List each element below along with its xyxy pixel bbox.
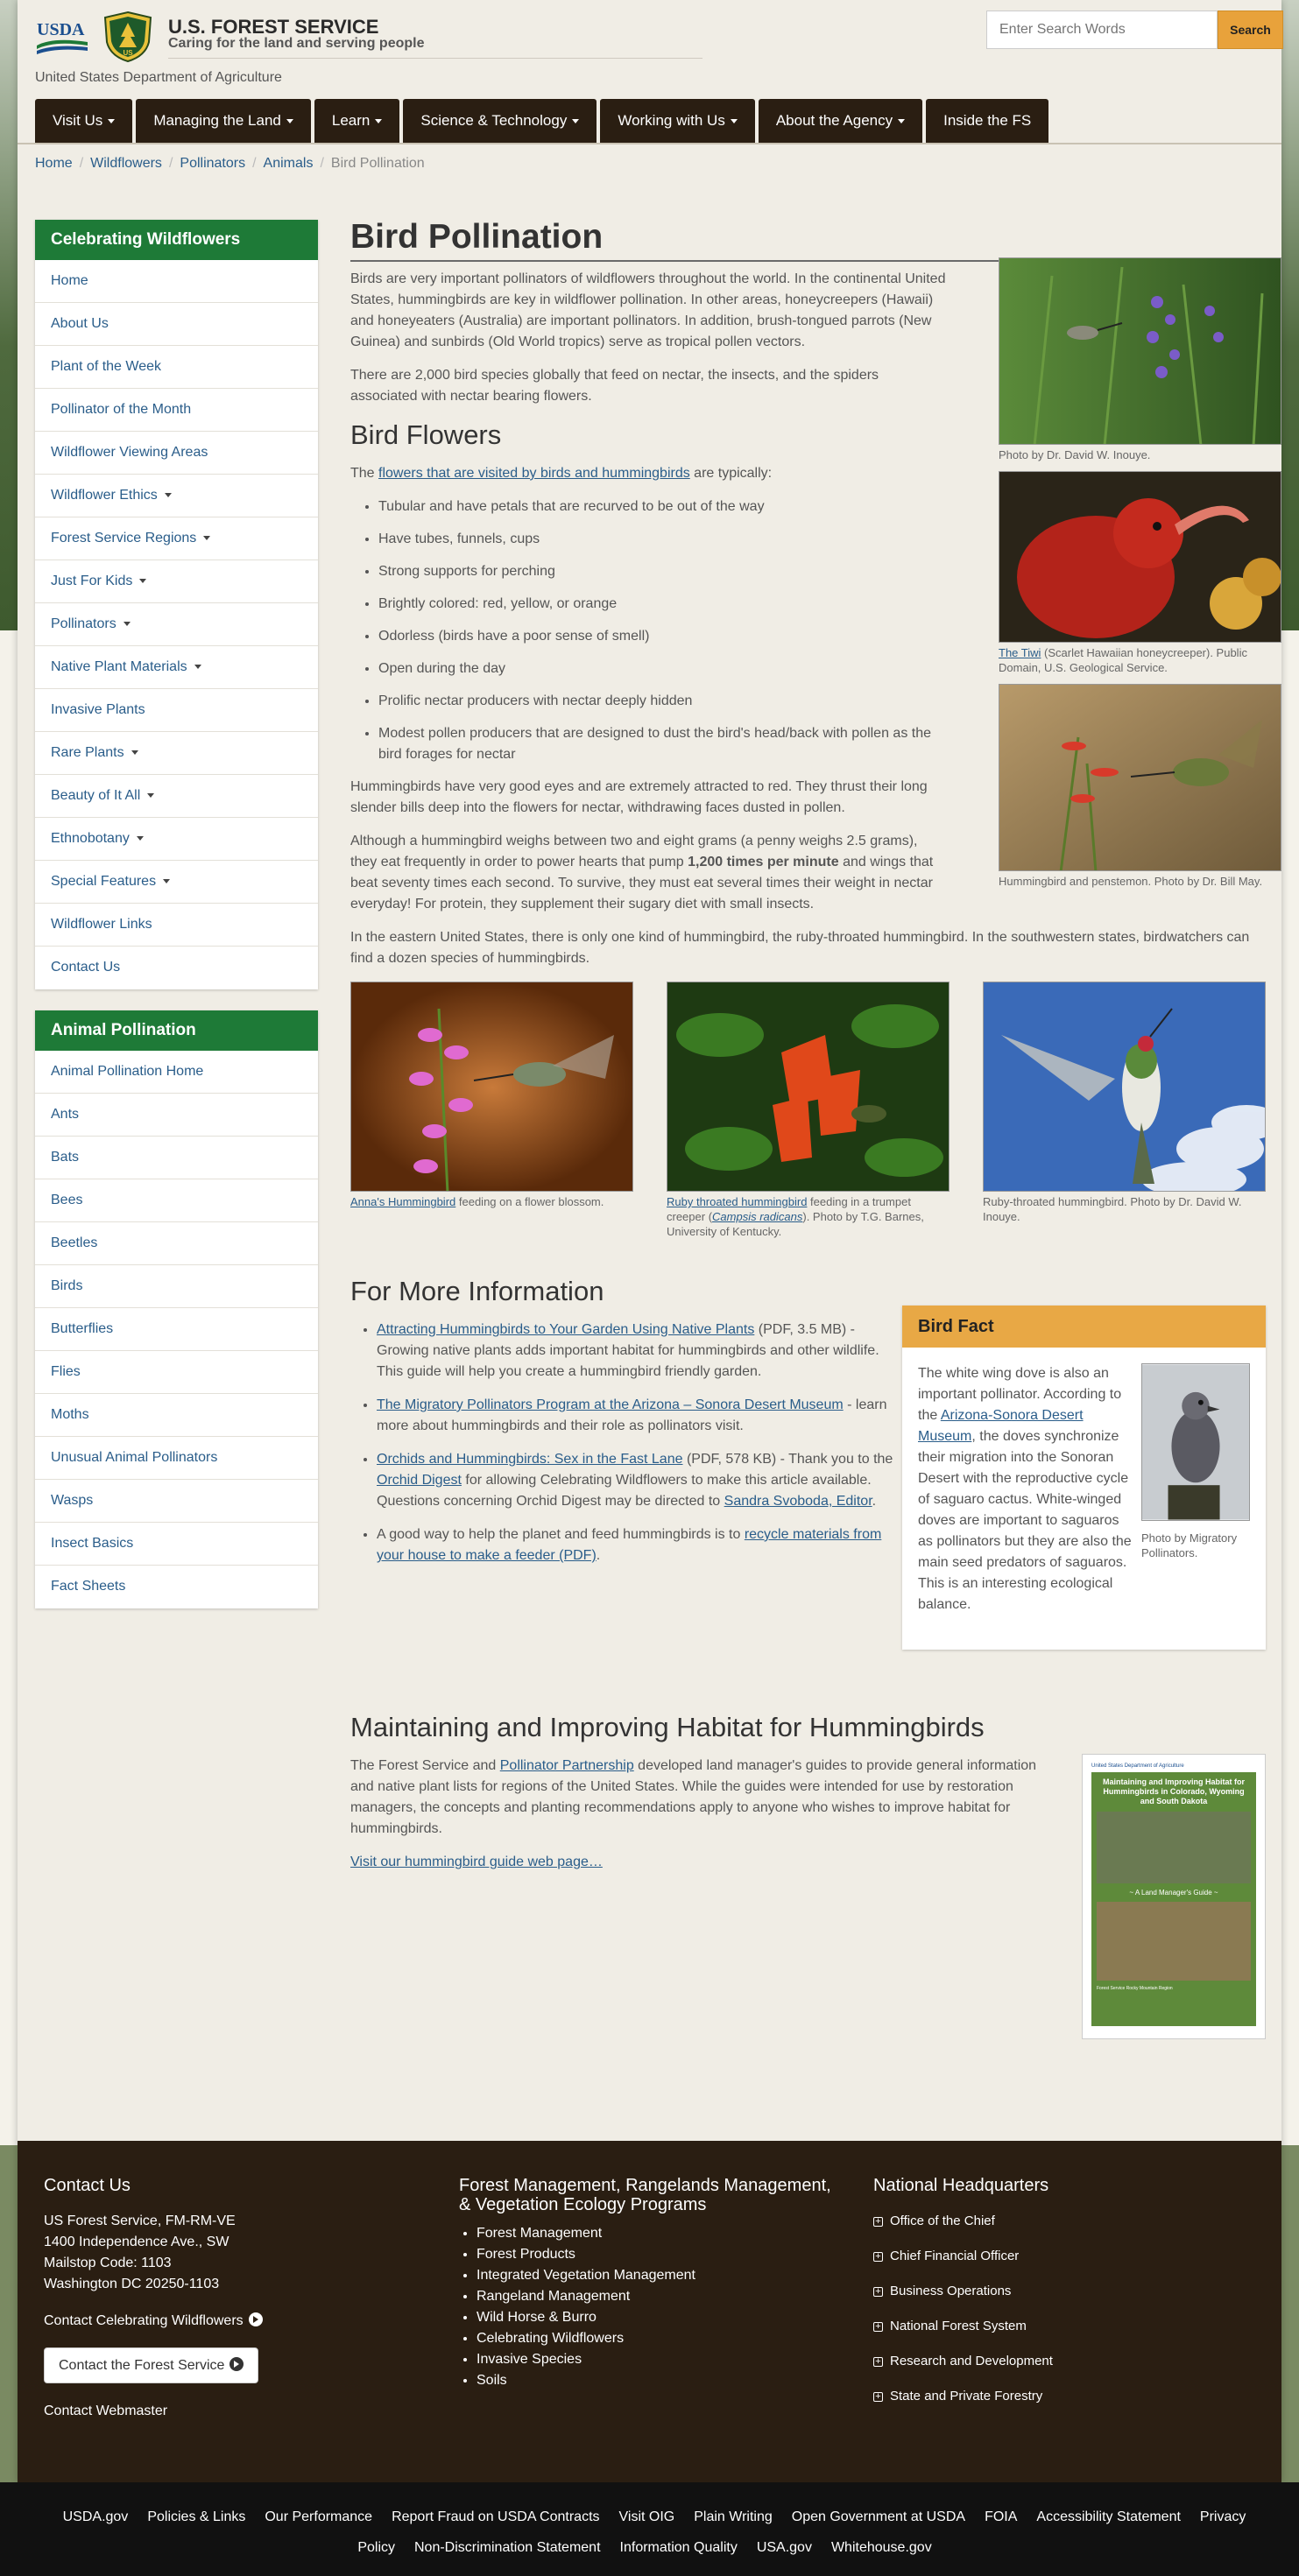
bottom-link-visit-oig[interactable]: Visit OIG [618, 2509, 675, 2524]
more-info-item-3-text-a: (PDF, 578 KB) - Thank you to the [682, 1452, 893, 1467]
bottom-link-whitehouse-gov[interactable]: Whitehouse.gov [830, 2540, 932, 2555]
sidebar-item-wildflower-ethics[interactable] [35, 475, 318, 517]
nav-item-label: Visit Us [53, 112, 103, 129]
trait-list-item: • Tubular and have petals that are recurved to be out of the way [378, 496, 946, 517]
more-info-heading: For More Information [350, 1276, 604, 1306]
intro-paragraph-1: Birds are very important pollinators of wildflowers throughout the world. In the continental United States, hummingbirds are key in wildflower pollination. In other areas, honeycreepers (Hawaii) and honeyeaters (Australia) are important pollinators. In addition, brush-tongued parrots (New Guinea) and sunbirds (Old World tropics) serve as tropical pollen vectors. [350, 271, 946, 349]
chevron-down-icon [124, 622, 131, 626]
sidebar-item-label: Fact Sheets [51, 1579, 126, 1594]
bird-fact-body [902, 1348, 1266, 1650]
photo-hummingbird-purple-flowers [999, 257, 1281, 445]
sidebar-item-ethnobotany[interactable] [35, 818, 318, 861]
more-info-item-4 [377, 1524, 893, 1566]
more-info-item-4-text-a: A good way to help the planet and feed hummingbirds is to [377, 1527, 745, 1542]
bottom-link-usa-gov[interactable]: USA.gov [756, 2540, 812, 2555]
nav-item-managing-the-land[interactable] [136, 99, 311, 143]
trait-list-item: • Brightly colored: red, yellow, or orange [378, 594, 946, 615]
sidebar-item-label: Bees [51, 1193, 83, 1207]
more-info-item-1-text: (PDF, 3.5 MB) - Growing native plants adds important habitat for hummingbirds and other wildlife. This guide will help you create a hummingbird friendly garden. [377, 1322, 879, 1379]
footer-hq-research-and-development[interactable] [873, 2344, 1259, 2379]
breadcrumb-link-wildflowers[interactable]: Wildflowers [90, 156, 162, 171]
contact-forest-service-button[interactable] [44, 2347, 258, 2383]
weight-text-pre: Although a hummingbird weighs between two and eight grams (a penny weighs 2.5 grams), they eat frequently in order to power hearts that pump [350, 834, 918, 869]
attracting-hummingbirds-link[interactable]: Attracting Hummingbirds to Your Garden Using Native Plants [377, 1322, 755, 1337]
bird-fact-heading: Bird Fact [902, 1306, 1266, 1348]
ruby-caption-text-1: feeding in a trumpet creeper ( [667, 1195, 911, 1223]
sidebar-item-label: Plant of the Week [51, 359, 161, 374]
search-input[interactable] [986, 11, 1218, 49]
sidebar-item-label: Contact Us [51, 960, 121, 975]
footer-program-integrated-vegetation-management[interactable]: • Integrated Vegetation Management [477, 2265, 844, 2286]
sidebar-item-pollinator-of-the-month[interactable] [35, 389, 318, 432]
more-info-item-3-text-c: . [872, 1494, 877, 1509]
footer-hq-label: National Forest System [890, 2319, 1027, 2333]
agency-title[interactable]: U.S. FOREST SERVICE [168, 16, 379, 38]
cover-subtitle: ~ A Land Manager's Guide ~ [1129, 1889, 1218, 1897]
paragraph-weight [350, 831, 946, 915]
sidebar-item-label: Flies [51, 1364, 81, 1379]
sidebar-item-home[interactable] [35, 260, 318, 303]
nav-item-label: Managing the Land [153, 112, 281, 129]
sidebar-item-label: Wasps [51, 1493, 94, 1508]
shield-text: US [123, 49, 133, 57]
chevron-down-icon [572, 119, 579, 123]
more-info-item-3-text-b: for allowing Celebrating Wildflowers to make this article available. Questions concerning Orchid Digest may be directed to [377, 1473, 872, 1509]
sidebar-item-label: Wildflower Viewing Areas [51, 445, 208, 460]
breadcrumb-separator: / [252, 156, 257, 171]
chevron-down-icon [203, 536, 210, 540]
footer-hq-label: Office of the Chief [890, 2214, 995, 2228]
footer-hq-business-operations[interactable] [873, 2274, 1259, 2309]
trait-list-item: • Open during the day [378, 658, 946, 679]
trait-list-item: • Odorless (birds have a poor sense of smell) [378, 626, 946, 647]
recycle-feeder-link[interactable]: recycle materials from your house to make a feeder (PDF) [377, 1527, 882, 1563]
flowers-intro-pre: The [350, 466, 379, 481]
sidebar-item-label: Special Features [51, 874, 157, 889]
chevron-down-icon [898, 119, 905, 123]
sidebar-item-flies[interactable] [35, 1351, 318, 1394]
chevron-down-icon [286, 119, 293, 123]
sidebar-item-label: Beetles [51, 1235, 98, 1250]
plus-square-icon: + [873, 2392, 883, 2402]
footer-programs-heading: Forest Management, Rangelands Management, & Vegetation Ecology Programs [459, 2176, 831, 2214]
sidebar-heading-wildflowers[interactable]: Celebrating Wildflowers [35, 220, 318, 260]
orchids-link[interactable]: Orchids and Hummingbirds: Sex in the Fast Lane [377, 1452, 683, 1467]
sidebar-item-label: Butterflies [51, 1321, 114, 1336]
chevron-down-icon [139, 579, 146, 583]
sidebar-item-label: Ethnobotany [51, 831, 130, 846]
breadcrumb-link-pollinators[interactable]: Pollinators [180, 156, 246, 171]
sidebar-item-native-plant-materials[interactable] [35, 646, 318, 689]
bottom-link-non-discrimination-statement[interactable]: Non-Discrimination Statement [414, 2540, 601, 2555]
bottom-link-privacy-policy[interactable]: Privacy Policy [357, 2509, 1246, 2555]
forest-service-shield[interactable] [102, 11, 154, 63]
more-info-item-2 [377, 1395, 893, 1437]
bottom-link-foia[interactable]: FOIA [985, 2509, 1018, 2524]
chevron-down-icon [131, 750, 138, 755]
footer-hq-list [873, 2204, 1259, 2414]
main-content [350, 218, 1266, 2080]
paragraph-eyes: Hummingbirds have very good eyes and are extremely attracted to red. They thrust their long slender bills deep into the flowers for nectar, withdrawing faces dusted in pollen. [350, 779, 928, 815]
sidebar-item-ants[interactable] [35, 1094, 318, 1137]
arizona-sonora-link[interactable]: Arizona-Sonora Desert Museum [918, 1408, 1084, 1444]
breadcrumb-link-animals[interactable]: Animals [263, 156, 314, 171]
sidebar-item-contact-us[interactable] [35, 947, 318, 989]
sidebar-item-unusual-animal-pollinators[interactable] [35, 1437, 318, 1480]
chevron-down-icon [147, 793, 154, 798]
bird-flower-traits [378, 496, 946, 765]
more-info-section [350, 1276, 1266, 1679]
more-info-item-4-text-b: . [596, 1548, 601, 1563]
sidebar-item-butterflies[interactable] [35, 1308, 318, 1351]
sidebar-item-label: Unusual Animal Pollinators [51, 1450, 218, 1465]
photo-ruby-throated-sky [983, 982, 1266, 1248]
footer-hq-label: State and Private Forestry [890, 2389, 1043, 2404]
sidebar-item-label: Just For Kids [51, 574, 133, 588]
sidebar-item-label: Insect Basics [51, 1536, 134, 1551]
sidebar-item-beetles[interactable] [35, 1222, 318, 1265]
site-footer [18, 2141, 1281, 2482]
sidebar-item-label: Native Plant Materials [51, 659, 187, 674]
chevron-down-icon [108, 119, 115, 123]
sidebar-item-label: Birds [51, 1278, 83, 1293]
bottom-link-policies-links[interactable]: Policies & Links [147, 2509, 246, 2524]
orchid-digest-link[interactable]: Orchid Digest [377, 1473, 462, 1488]
right-figures [999, 257, 1283, 897]
sidebar [35, 220, 318, 1629]
photo-caption-3: Hummingbird and penstemon. Photo by Dr. Bill May. [999, 875, 1263, 888]
footer-programs-list [459, 2223, 844, 2391]
weight-text-post: and wings that beat seventy times each second. To survive, they must eat several times their weight in nectar everyday! For protein, they supplement their sugary diet with small insects. [350, 855, 934, 911]
more-info-list [377, 1320, 893, 1566]
sandra-svoboda-link[interactable]: Sandra Svoboda, Editor [724, 1494, 872, 1509]
nav-item-label: Learn [331, 112, 371, 129]
footer-hq-national-forest-system[interactable] [873, 2309, 1259, 2344]
contact-celebrating-wildflowers-link[interactable] [44, 2311, 429, 2332]
bottom-link-accessibility-statement[interactable]: Accessibility Statement [1036, 2509, 1181, 2524]
contact-webmaster-link[interactable]: Contact Webmaster [44, 2404, 168, 2418]
sidebar-item-wasps[interactable] [35, 1480, 318, 1523]
habitat-heading: Maintaining and Improving Habitat for Hummingbirds [350, 1712, 985, 1742]
footer-program-rangeland-management[interactable]: • Rangeland Management [477, 2286, 844, 2307]
sidebar-item-beauty-of-it-all[interactable] [35, 775, 318, 818]
contact-fs-label: Contact the Forest Service [59, 2358, 225, 2373]
arrow-circle-icon [229, 2357, 244, 2371]
chevron-down-icon [137, 836, 144, 841]
pollinator-partnership-link[interactable]: Pollinator Partnership [499, 1758, 634, 1773]
nav-item-label: Working with Us [618, 112, 725, 129]
breadcrumb-separator: / [79, 156, 84, 171]
sidebar-item-label: Rare Plants [51, 745, 124, 760]
bottom-links-bar [0, 2482, 1299, 2576]
sidebar-item-bees[interactable] [35, 1179, 318, 1222]
department-name: United States Department of Agriculture [35, 70, 282, 85]
trait-list-item: • Prolific nectar producers with nectar deeply hidden [378, 691, 946, 712]
sidebar-item-birds[interactable] [35, 1265, 318, 1308]
plus-square-icon: + [873, 2252, 883, 2262]
sidebar-item-wildflower-viewing-areas[interactable] [35, 432, 318, 475]
sidebar-item-special-features[interactable] [35, 861, 318, 904]
intro-paragraph-2: There are 2,000 bird species globally that feed on nectar, the insects, and the spiders associated with nectar bearing flowers. [350, 368, 879, 404]
cover-bottom-text: Forest Service Rocky Mountain Region [1097, 1986, 1173, 1991]
bird-flowers-intro [350, 463, 946, 484]
footer-program-forest-products[interactable]: • Forest Products [477, 2244, 844, 2265]
sidebar-item-plant-of-the-week[interactable] [35, 346, 318, 389]
hummingbird-guide-link[interactable]: Visit our hummingbird guide web page… [350, 1855, 603, 1869]
trait-list-item: • Strong supports for perching [378, 561, 946, 582]
usda-logo[interactable] [35, 16, 89, 56]
breadcrumb-separator: / [320, 156, 324, 171]
hummingbird-photo-row [350, 982, 1266, 1248]
nav-item-science-technology[interactable] [403, 99, 597, 143]
bird-flowers-heading: Bird Flowers [350, 419, 502, 450]
sidebar-item-label: About Us [51, 316, 109, 331]
plus-square-icon: + [873, 2322, 883, 2332]
usda-logo-text: USDA [37, 20, 85, 39]
sidebar-item-pollinators[interactable] [35, 603, 318, 646]
white-wing-dove-photo [1141, 1363, 1250, 1569]
footer-contact-heading: Contact Us [44, 2176, 131, 2195]
sidebar-item-label: Wildflower Ethics [51, 488, 158, 503]
sidebar-panel-animal [35, 1010, 318, 1608]
chevron-down-icon [165, 493, 172, 497]
photo-caption-1: Photo by Dr. David W. Inouye. [999, 448, 1151, 461]
photo-ruby-throated-trumpet [667, 982, 950, 1248]
footer-address-4: Washington DC 20250-1103 [44, 2277, 220, 2291]
bird-fact-text-post: , the doves synchronize their migration into the Sonoran Desert with the reproductive cycle of saguaro cactus. White-winged doves are important to saguaros as pollinators but they are also the main seed predators of saguaros. This is an interesting ecological balance. [918, 1429, 1132, 1612]
tiwi-link[interactable]: The Tiwi [999, 646, 1041, 659]
sidebar-item-label: Bats [51, 1150, 80, 1165]
sidebar-item-invasive-plants[interactable] [35, 689, 318, 732]
footer-headquarters [873, 2176, 1259, 2414]
sidebar-item-moths[interactable] [35, 1394, 318, 1437]
footer-program-soils[interactable]: • Soils [477, 2370, 844, 2391]
habitat-text-post: developed land manager's guides to provide general information and native plant lists for regions of the United States. While the guides were intended for use by restoration managers, the concepts and planting recommendations apply to anyone who wishes to improve habitat for hummingbirds. [350, 1758, 1037, 1836]
more-info-item-1 [377, 1320, 893, 1383]
cover-title: Maintaining and Improving Habitat for Hummingbirds in Colorado, Wyoming and South Dakota [1103, 1777, 1245, 1805]
footer-hq-chief-financial-officer[interactable] [873, 2239, 1259, 2274]
footer-hq-state-and-private-forestry[interactable] [873, 2379, 1259, 2414]
habitat-text-pre: The Forest Service and [350, 1758, 500, 1773]
annas-link[interactable]: Anna's Hummingbird [350, 1195, 456, 1208]
nav-item-learn[interactable] [314, 99, 399, 143]
bottom-link-report-fraud-on-usda-contracts[interactable]: Report Fraud on USDA Contracts [392, 2509, 600, 2524]
annas-caption [350, 1194, 633, 1209]
ruby-trumpet-caption [667, 1194, 950, 1239]
flowers-visited-link[interactable]: flowers that are visited by birds and hummingbirds [378, 466, 690, 481]
weight-text-bold: 1,200 times per minute [688, 855, 839, 869]
header-divider [168, 58, 702, 59]
paragraph-east: In the eastern United States, there is only one kind of hummingbird, the ruby-throated hummingbird. In the southwestern states, birdwatchers can find a dozen species of hummingbirds. [350, 930, 1250, 966]
footer-program-forest-management[interactable]: • Forest Management [477, 2223, 844, 2244]
main-nav [35, 99, 1052, 143]
content-area [18, 144, 1281, 2141]
nav-item-about-the-agency[interactable] [759, 99, 922, 143]
sidebar-item-rare-plants[interactable] [35, 732, 318, 775]
sidebar-item-forest-service-regions[interactable] [35, 517, 318, 560]
footer-address-3: Mailstop Code: 1103 [44, 2256, 172, 2270]
sidebar-item-label: Beauty of It All [51, 788, 141, 803]
sidebar-item-animal-pollination-home[interactable] [35, 1051, 318, 1094]
footer-hq-office-of-the-chief[interactable] [873, 2204, 1259, 2239]
nav-item-label: About the Agency [775, 112, 893, 129]
cover-top-text: United States Department of Agriculture [1091, 1763, 1184, 1769]
bottom-link-our-performance[interactable]: Our Performance [265, 2509, 373, 2524]
nav-item-visit-us[interactable] [35, 99, 132, 143]
more-info-item-3 [377, 1449, 893, 1512]
nav-item-label: Inside the FS [943, 112, 1032, 129]
ruby-caption-text-2: ). Photo by T.G. Barnes, University of Kentucky. [667, 1210, 924, 1238]
contact-cw-label: Contact Celebrating Wildflowers [44, 2313, 244, 2328]
flowers-intro-post: are typically: [689, 466, 773, 481]
footer-program-wild-horse-burro[interactable]: • Wild Horse & Burro [477, 2307, 844, 2328]
photo-tiwi [999, 471, 1281, 643]
sidebar-item-label: Forest Service Regions [51, 531, 197, 545]
sidebar-list-animal [35, 1051, 318, 1608]
bottom-link-usda-gov[interactable]: USDA.gov [62, 2509, 129, 2524]
land-manager-guide-cover[interactable] [1082, 1754, 1266, 2039]
page-container [18, 0, 1281, 2482]
campsis-link[interactable]: Campsis radicans [712, 1210, 803, 1223]
page-title: Bird Pollination [350, 218, 1266, 262]
breadcrumb-link-home[interactable]: Home [35, 156, 73, 171]
bottom-link-open-government-at-usda[interactable]: Open Government at USDA [791, 2509, 966, 2524]
sidebar-item-label: Pollinator of the Month [51, 402, 192, 417]
search-button[interactable]: Search [1218, 11, 1283, 49]
sidebar-heading-animal[interactable]: Animal Pollination [35, 1010, 318, 1051]
sidebar-item-fact-sheets[interactable] [35, 1566, 318, 1608]
sidebar-item-label: Animal Pollination Home [51, 1064, 204, 1079]
annas-caption-text: feeding on a flower blossom. [455, 1195, 604, 1208]
sidebar-item-bats[interactable] [35, 1137, 318, 1179]
chevron-down-icon [375, 119, 382, 123]
trait-list-item: • Modest pollen producers that are designed to dust the bird's head/back with pollen as the bird forages for nectar [378, 723, 946, 765]
sidebar-item-about-us[interactable] [35, 303, 318, 346]
plus-square-icon: + [873, 2357, 883, 2367]
bottom-link-plain-writing[interactable]: Plain Writing [694, 2509, 773, 2524]
ruby-sky-caption: Ruby-throated hummingbird. Photo by Dr. David W. Inouye. [983, 1195, 1242, 1223]
footer-programs [459, 2176, 844, 2391]
migratory-pollinators-link[interactable]: The Migratory Pollinators Program at the Arizona – Sonora Desert Museum [377, 1397, 844, 1412]
bottom-link-information-quality[interactable]: Information Quality [619, 2540, 738, 2555]
footer-program-celebrating-wildflowers[interactable]: • Celebrating Wildflowers [477, 2328, 844, 2349]
chevron-down-icon [163, 879, 170, 883]
site-header [18, 0, 1281, 171]
trait-list-item: • Have tubes, funnels, cups [378, 529, 946, 550]
sidebar-item-insect-basics[interactable] [35, 1523, 318, 1566]
footer-hq-label: Chief Financial Officer [890, 2249, 1020, 2263]
nav-item-label: Science & Technology [420, 112, 568, 129]
sidebar-item-label: Moths [51, 1407, 89, 1422]
footer-contact [44, 2176, 429, 2422]
habitat-section [350, 1712, 1266, 2080]
arrow-circle-icon [249, 2312, 263, 2326]
photo-hummingbird-penstemon [999, 684, 1281, 871]
footer-address-2: 1400 Independence Ave., SW [44, 2235, 229, 2249]
footer-hq-heading: National Headquarters [873, 2176, 1049, 2195]
sidebar-item-label: Wildflower Links [51, 917, 152, 932]
more-info-item-2-text: - learn more about hummingbirds and their role as pollinators visit. [377, 1397, 887, 1433]
intro-column [350, 269, 946, 915]
breadcrumb-separator: / [168, 156, 173, 171]
ruby-throated-link[interactable]: Ruby throated hummingbird [667, 1195, 808, 1208]
sidebar-item-label: Home [51, 273, 88, 288]
breadcrumb-current: Bird Pollination [330, 156, 425, 171]
nav-item-inside-the-fs[interactable] [926, 99, 1048, 143]
sidebar-item-label: Ants [51, 1107, 80, 1122]
tiwi-caption-text: (Scarlet Hawaiian honeycreeper). Public Domain, U.S. Geological Service. [999, 646, 1247, 674]
photo-annas-hummingbird [350, 982, 633, 1248]
bird-fact-panel [902, 1306, 1266, 1650]
dove-caption: Photo by Migratory Pollinators. [1141, 1531, 1238, 1559]
footer-program-invasive-species[interactable]: • Invasive Species [477, 2349, 844, 2370]
bird-fact-text-pre: The white wing dove is also an important pollinator. According to the [918, 1366, 1122, 1423]
plus-square-icon: + [873, 2217, 883, 2227]
chevron-down-icon [731, 119, 738, 123]
photo-caption-2 [999, 645, 1283, 675]
nav-item-working-with-us[interactable] [600, 99, 755, 143]
sidebar-item-label: Invasive Plants [51, 702, 145, 717]
sidebar-list-wildflowers [35, 260, 318, 989]
footer-hq-label: Research and Development [890, 2354, 1053, 2368]
agency-tagline: Caring for the land and serving people [168, 36, 425, 51]
habitat-paragraph [350, 1756, 1051, 1840]
sidebar-item-wildflower-links[interactable] [35, 904, 318, 947]
sidebar-item-label: Pollinators [51, 616, 116, 631]
sidebar-item-just-for-kids[interactable] [35, 560, 318, 603]
footer-hq-label: Business Operations [890, 2284, 1012, 2298]
plus-square-icon: + [873, 2287, 883, 2297]
footer-address-1: US Forest Service, FM-RM-VE [44, 2214, 236, 2228]
sidebar-panel-wildflowers [35, 220, 318, 989]
chevron-down-icon [194, 665, 201, 669]
